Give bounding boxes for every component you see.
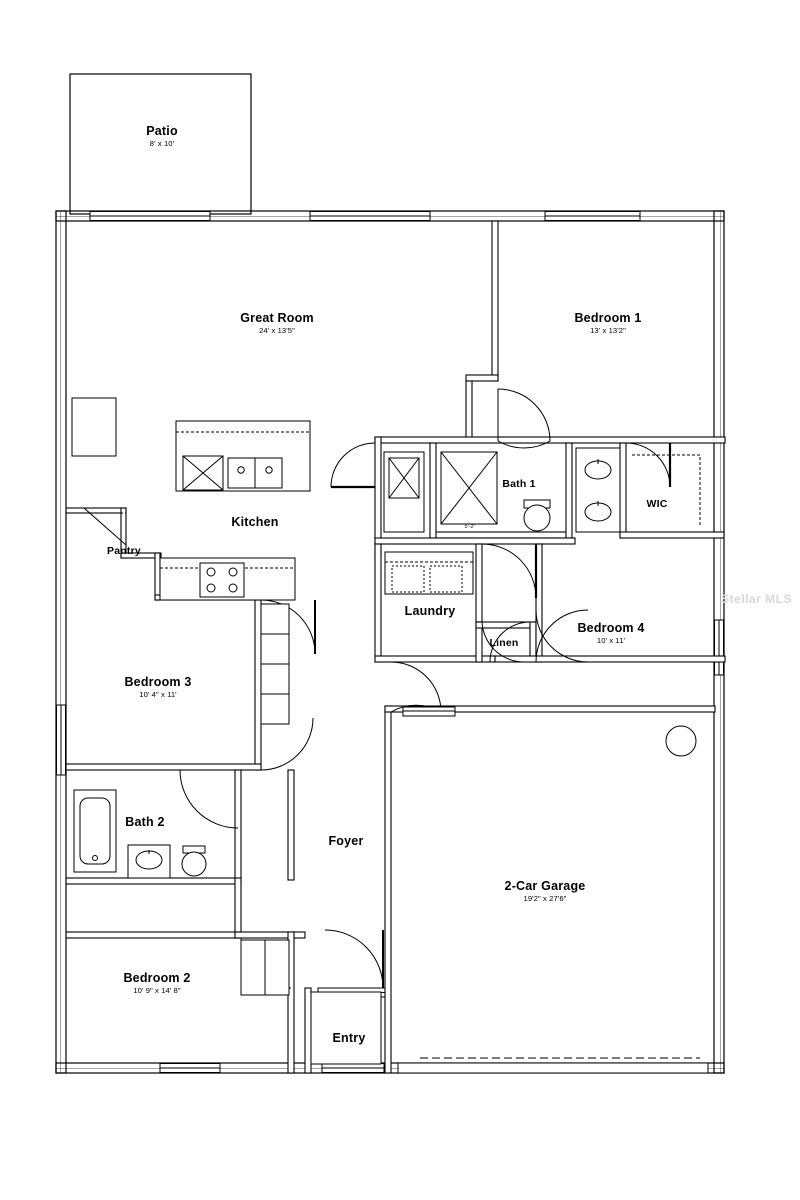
interior-walls: [66, 221, 725, 1073]
room-name: Bedroom 1: [574, 311, 642, 325]
room-label-garage: [505, 879, 586, 904]
room-label-linen: [490, 637, 519, 649]
watermark: Stellar MLS: [721, 592, 792, 606]
shower-dimension-note: 5'-2": [464, 524, 476, 530]
room-dim: 10' x 11': [596, 636, 626, 646]
room-label-bedroom-3: [124, 675, 191, 700]
room-name: 2-Car Garage: [504, 879, 586, 893]
room-dim: 10' 4" x 11': [139, 690, 177, 700]
room-name: Foyer: [328, 834, 364, 848]
room-label-bedroom-4: [577, 621, 644, 646]
room-label-kitchen: [231, 515, 278, 529]
room-dim: 13' x 13'2": [590, 326, 626, 336]
kitchen-fixtures: [72, 398, 310, 600]
room-name: WIC: [646, 498, 668, 510]
room-label-patio: [146, 124, 178, 149]
room-label-great-room: [240, 311, 314, 336]
room-name: Laundry: [404, 604, 456, 618]
room-name: Bedroom 2: [123, 971, 191, 985]
room-label-entry: [333, 1031, 366, 1045]
room-name: Kitchen: [231, 515, 279, 529]
room-label-foyer: [328, 834, 363, 848]
room-name: Bedroom 4: [577, 621, 645, 635]
room-label-wic: [646, 498, 667, 510]
room-label-bath-1: [502, 478, 535, 490]
room-label-bedroom-2: [123, 971, 190, 996]
room-dim: 10' 9" x 14' 8": [133, 986, 181, 996]
room-name: Great Room: [240, 311, 314, 325]
room-dim: 19'2" x 27'6": [523, 894, 567, 904]
room-name: Pantry: [107, 545, 141, 557]
room-name: Linen: [489, 637, 519, 649]
room-name: Entry: [332, 1031, 366, 1045]
bath2-fixtures: [74, 790, 206, 878]
room-name: Patio: [146, 124, 178, 138]
room-dim: 24' x 13'5": [259, 326, 295, 336]
room-name: Bath 1: [502, 478, 536, 490]
room-label-laundry: [405, 604, 456, 618]
room-name: Bath 2: [125, 815, 165, 829]
laundry-fixtures: [385, 552, 473, 594]
room-label-bedroom-1: [574, 311, 641, 336]
room-dim: 8' x 10': [149, 139, 175, 149]
room-label-pantry: [107, 545, 141, 557]
room-label-bath-2: [125, 815, 164, 829]
room-name: Bedroom 3: [124, 675, 192, 689]
